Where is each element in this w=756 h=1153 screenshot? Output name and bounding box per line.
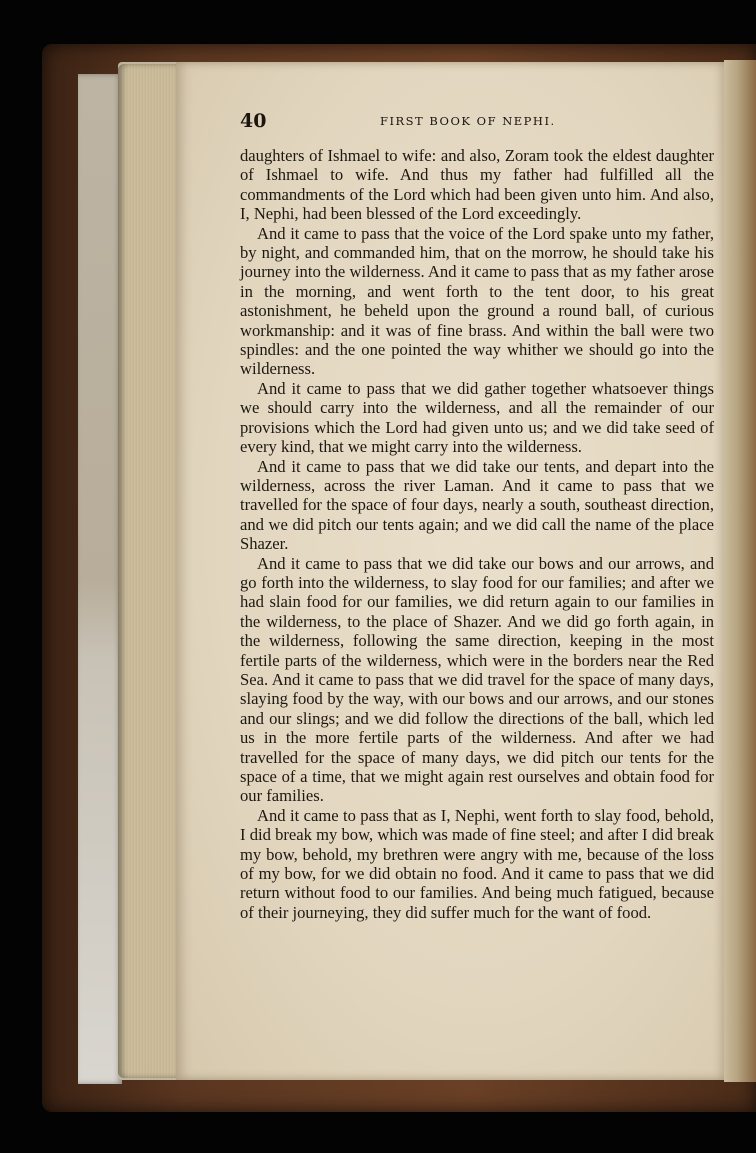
paragraph: And it came to pass that we did take our tents, and depart into the wilderness, across the river Laman. And it came to pass that we travelled for the space of four days, nearly a south, southeast direction, and we did pitch our tents again; and we did call the name of the place Shazer. — [240, 456, 714, 554]
paragraph: And it came to pass that the voice of the Lord spake unto my father, by night, and commanded him, that on the morrow, he should take his journey into the wilderness. And it came to pass that as my father arose in the morning, and went forth to the tent door, to his great astonishment, he beheld upon the ground a round ball, of curious workmanship: and it was of fine brass. And within the ball were two spindles: and the one pointed the way whither we should go into the wilderness. — [240, 223, 714, 379]
page-number: 40 — [240, 110, 267, 132]
page-header — [240, 110, 714, 134]
endpaper — [78, 74, 122, 1084]
text-body — [240, 146, 714, 922]
paragraph: daughters of Ishmael to wife: and also, Zoram took the eldest daughter of Ishmael to wife. And thus my father had fulfilled all the commandments of the Lord which had been given unto him. And also, I, Nephi, had been blessed of the Lord exceedingly. — [240, 146, 714, 224]
paragraph: And it came to pass that we did take our bows and our arrows, and go forth into the wilderness, to slay food for our families; and after we had slain food for our families, we did return again to our families in the wilderness, to the place of Shazer. And we did go forth again, in the wilderness, following the same direction, keeping in the most fertile parts of the wilderness, which were in the borders near the Red Sea. And it came to pass that we did travel for the space of many days, slaying food by the way, with our bows and our arrows, and our stones and our slings; and we did follow the directions of the ball, which led us in the more fertile parts of the wilderness. And after we had travelled for the space of many days, we did pitch our tents for the space of a time, that we might again rest ourselves and obtain food for our families. — [240, 553, 714, 806]
right-page-edges — [724, 60, 756, 1082]
page-edges — [118, 64, 176, 1078]
paragraph: And it came to pass that we did gather together whatsoever things we should carry into the wilderness, and all the remainder of our provisions which the Lord had given unto us; and we did take seed of every kind, that we might carry into the wilderness. — [240, 378, 714, 457]
paragraph: And it came to pass that as I, Nephi, went forth to slay food, behold, I did break my bow, which was made of fine steel; and after I did break my bow, behold, my brethren were angry with me, because of the loss of my bow, for we did obtain no food. And it came to pass that we did return without food to our families. And being much fatigued, because of their journeying, they did suffer much for the want of food. — [240, 805, 714, 922]
running-title: FIRST BOOK OF NEPHI. — [380, 114, 556, 128]
